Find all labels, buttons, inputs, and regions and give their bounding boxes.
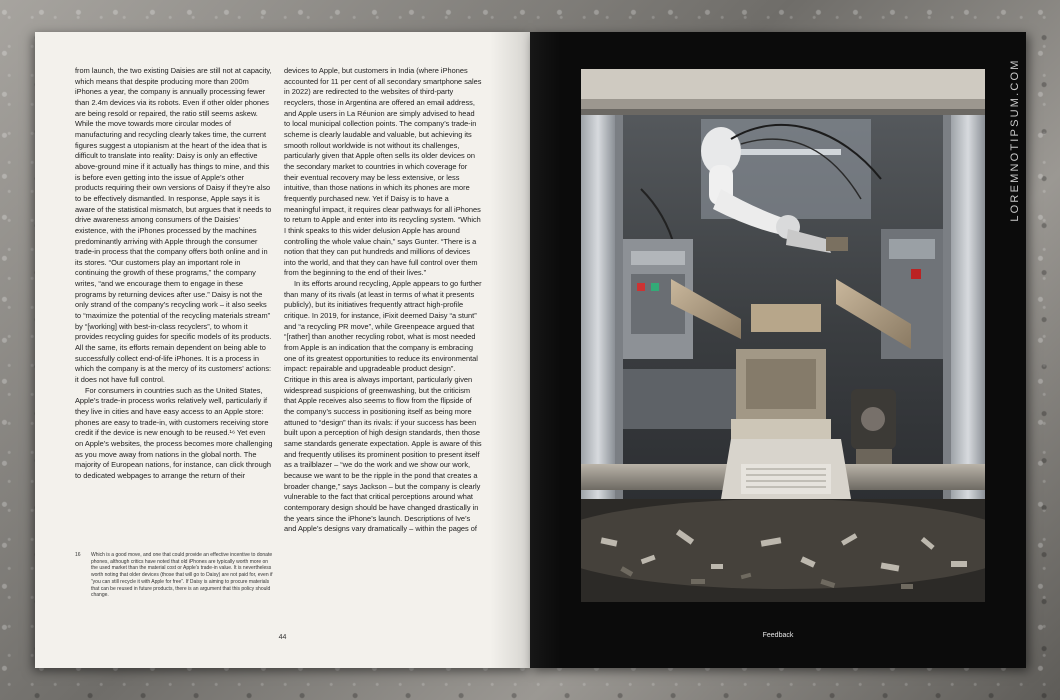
paragraph: from launch, the two existing Daisies are still not at capacity, which means that despite producing more than 200m iPhones a year, the company is annually processing fewer than 2.4m devices via its robots. Even if other older phones are being resold or repaired, the ratio still seems askew. While the move towards more circular modes of manufacturing and recycling clearly takes time, the current figures suggest a utopianism at the heart of the idea that is difficult to translate into reality: Daisy is only an effective above-ground mine if it actually has things to mine, and this is before even getting into the issue of Apple’s other products requiring their own versions of Daisy if they’re also to be effectively dismantled. In response, Apple says it is aware of the statistical mismatch, but argues that it needs to drive awareness among consumers of the Daisies’ existence, with the iPhones processed by the machines predominantly arriving with Apple through the consumer trade-in process that the company offers both online and in its stores. “Our customers play an important role in continuing the growth of these programs,” the company writes, “and we encourage them to engage in these programs by returning devices after use.” Daisy is not the only strand of the company’s recycling work – it also seeks to “maximize the potential of the recycling materials stream” by “[working] with best-in-class recyclers”, to whom it provides recycling guides for specific models of its products. All the same, its efforts remain dependent on being able to successfully collect end-of-life iPhones. It is a process in which the company is at the mercy of its customers’ actions: it does not have full control. [75, 66, 272, 385]
text-column-right [284, 66, 482, 535]
watermark [1008, 40, 1022, 240]
left-page [35, 32, 530, 668]
robot-photo [581, 69, 985, 602]
right-page [530, 32, 1026, 668]
footnote-number: 16 [75, 552, 81, 558]
robot-photo-illustration [581, 69, 985, 602]
paragraph: For consumers in countries such as the United States, Apple’s trade-in process works relatively well, particularly if they live in cities and have easy access to an Apple store: phones are easy to trade-in, with customers receiving store credit if the device is new enough to be reused.¹⁶ Yet even on Apple’s websites, the process becomes more challenging as you move away from nations in the global north. The majority of European nations, for instance, can click through to dedicated webpages to arrange the return of their [75, 385, 273, 480]
watermark-text: LOREMNOTIPSUM.COM [1009, 58, 1021, 222]
paragraph: devices to Apple, but customers in India (where iPhones accounted for 11 per cent of all secondary smartphone sales in 2022) are redirected to the websites of third-party recyclers, those in Argentina are offered an email address, and Apple users in La Réunion are simply advised to head to local municipal collection points. The company’s trade-in scheme is clearly laudable and valuable, but achieving its smooth rollout worldwide is not without its challenges, particularly given that Apple often sells its older devices on the secondary market to countries in which coverage for their eventual recovery may be less extensive, or less intuitive, than those nations in which its phones are more frequently purchased new. Yet if Daisy is to have a meaningful impact, it requires clear pathways for all iPhones to return to Apple and enter into its recycling system. “Which I think speaks to this wider delusion Apple has around controlling the whole value chain,” says Gunter. “There is a notion that they can put hundreds and millions of devices into the world, and that they can have full control over them from the beginning to the end of their lives.” [284, 66, 482, 278]
page-number: 44 [278, 634, 287, 641]
paragraph: In its efforts around recycling, Apple appears to go further than many of its rivals (at least in terms of what it presents publicly), but its initiatives frequently attract high-profile critique. In 2019, for instance, iFixit deemed Daisy “a stunt” and “a recycling PR move”, while Greenpeace argued that “[rather] than another recycling robot, what is most needed from Apple is an indication that the company is embracing one of its greatest opportunities to reduce its environmental impact: repairable and upgradeable product design”. Critique in this area is always important, particularly given widespread suspicions of greenwashing, but the criticism that Apple receives also seems to flow from the flipside of the company’s success in positioning itself as being more attuned to “design” than its rivals: if your success has been built upon a perception of high design standards, then those same standards generate expectation. Apple is aware of this and frequently utilises its prominent position to present itself as a trailblazer – “we do the work and we show our work, because we want to be the ripple in the pond that creates a broader change,” says Jackson – but the company is clearly vulnerable to the fact that critical perceptions around what contemporary design should be have changed drastically in the years since the iPhone’s launch. Descriptions of Ive’s and Apple’s designs vary dramatically – within the pages of [284, 279, 482, 534]
text-column-left [75, 66, 273, 482]
footnote [75, 552, 275, 599]
footnote-text: Which is a good move, and one that could provide an effective incentive to donate phones, although critics have noted that old iPhones are typically worth more on the used market than the material cost or Apple’s trade-in value. It is nevertheless worth noting that older devices (those that will go to Daisy) are not paid for, even if “you can still recycle it with Apple for free”. If Daisy is aiming to procure materials that can be reused in future products, there is an argument that this policy should change. [91, 552, 273, 599]
page-caption: Feedback [762, 632, 794, 639]
